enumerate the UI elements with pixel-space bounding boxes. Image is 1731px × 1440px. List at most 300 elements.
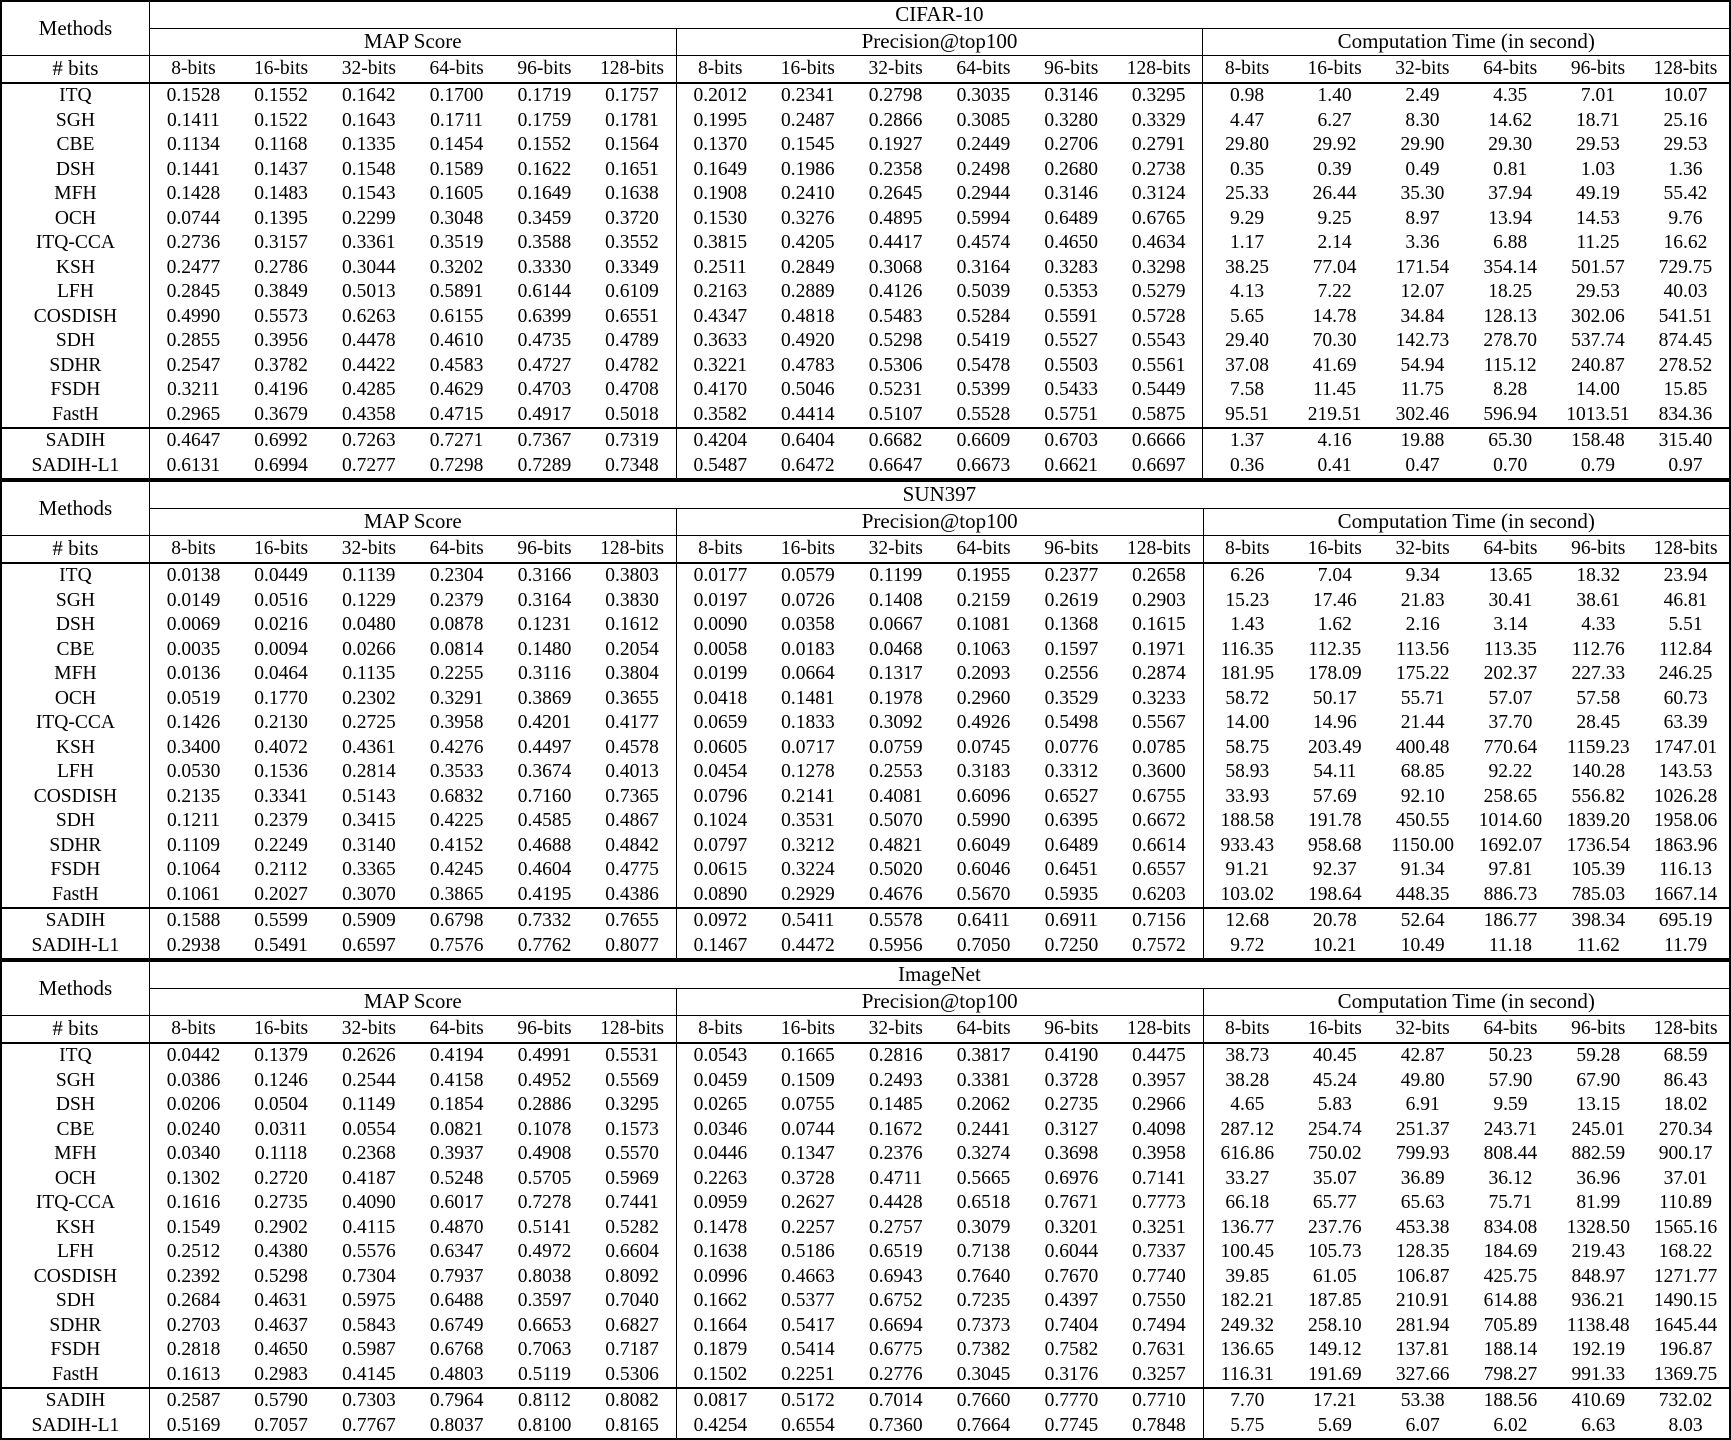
map-value-cell: 0.1109 xyxy=(149,834,237,859)
precision-value-cell: 0.7582 xyxy=(1044,1339,1099,1360)
table-row xyxy=(1,109,1730,134)
precision-value-cell: 0.5399 xyxy=(956,379,1011,400)
map-value-cell: 0.4245 xyxy=(429,859,484,880)
time-value-cell: 116.13 xyxy=(1659,859,1713,880)
map-value-cell: 0.0386 xyxy=(149,1069,237,1094)
bits-column-header: 8-bits xyxy=(149,1016,237,1044)
time-value-cell: 12.68 xyxy=(1203,908,1291,934)
time-value-cell: 0.81 xyxy=(1493,158,1528,180)
time-value-cell: 410.69 xyxy=(1554,1388,1642,1414)
map-value-cell: 0.2818 xyxy=(149,1338,237,1363)
precision-value-cell: 0.0755 xyxy=(781,1094,835,1115)
precision-value-cell: 0.6527 xyxy=(1044,785,1099,807)
map-value-cell: 0.1854 xyxy=(429,1094,484,1115)
precision-value-cell: 0.0090 xyxy=(676,613,764,638)
table-row xyxy=(1,454,1730,480)
bits-column-header: 96-bits xyxy=(501,56,589,84)
table-row xyxy=(1,563,1730,589)
precision-value-cell: 0.3529 xyxy=(1044,687,1099,709)
precision-value-cell: 0.5417 xyxy=(781,1314,835,1336)
map-value-cell: 0.8112 xyxy=(501,1388,589,1414)
bits-column-header: 16-bits xyxy=(237,56,325,84)
map-value-cell: 0.1078 xyxy=(517,1118,572,1140)
map-value-cell: 0.3674 xyxy=(517,761,572,782)
precision-value-cell: 0.1317 xyxy=(868,663,923,684)
bits-column-header: 96-bits xyxy=(1554,1016,1642,1044)
map-value-cell: 0.1211 xyxy=(149,809,237,834)
method-name-cell: SADIH xyxy=(1,908,149,934)
map-value-cell: 0.4775 xyxy=(605,859,659,880)
bits-column-header: 96-bits xyxy=(501,1016,589,1044)
precision-value-cell: 0.6203 xyxy=(1132,883,1186,905)
precision-value-cell: 0.6673 xyxy=(956,454,1011,476)
precision-value-cell: 0.2735 xyxy=(1044,1094,1099,1115)
map-value-cell: 0.1605 xyxy=(429,183,484,204)
map-value-cell: 0.3533 xyxy=(429,761,484,782)
table-row xyxy=(1,1388,1730,1414)
precision-value-cell: 0.2159 xyxy=(956,589,1011,611)
precision-value-cell: 0.6752 xyxy=(868,1290,923,1311)
time-value-cell: 227.33 xyxy=(1571,663,1626,684)
time-value-cell: 29.90 xyxy=(1400,134,1445,155)
method-name-cell: SGH xyxy=(1,109,149,134)
map-value-cell: 0.1643 xyxy=(342,109,396,131)
table-row xyxy=(1,207,1730,232)
precision-value-cell: 0.6697 xyxy=(1131,454,1186,476)
time-value-cell: 11.25 xyxy=(1576,232,1620,253)
precision-value-cell: 0.7671 xyxy=(1044,1192,1099,1213)
bits-column-header: 32-bits xyxy=(1379,536,1467,564)
map-value-cell: 0.1428 xyxy=(149,182,237,207)
bits-column-header: 8-bits xyxy=(676,1016,764,1044)
table-row xyxy=(1,1414,1730,1440)
precision-value-cell: 0.4895 xyxy=(868,207,923,229)
precision-value-cell: 0.3283 xyxy=(1044,256,1098,278)
map-value-cell: 0.1149 xyxy=(342,1094,396,1115)
method-name-cell: SDH xyxy=(1,329,149,354)
method-name-cell: DSH xyxy=(1,1093,149,1118)
precision-value-cell: 0.7494 xyxy=(1132,1314,1186,1336)
precision-value-cell: 0.4414 xyxy=(780,403,835,425)
precision-value-cell: 0.5670 xyxy=(956,883,1011,905)
time-value-cell: 1.62 xyxy=(1317,614,1352,635)
precision-value-cell: 0.6621 xyxy=(1044,454,1098,476)
precision-value-cell: 0.1467 xyxy=(676,934,764,960)
map-value-cell: 0.6488 xyxy=(429,1290,484,1311)
precision-value-cell: 0.0972 xyxy=(676,908,764,934)
precision-value-cell: 0.1024 xyxy=(676,809,764,834)
precision-value-cell: 0.0454 xyxy=(676,760,764,785)
method-name-cell: MFH xyxy=(1,182,149,207)
precision-value-cell: 0.7660 xyxy=(940,1388,1028,1414)
time-value-cell: 202.37 xyxy=(1483,663,1538,684)
map-value-cell: 0.4703 xyxy=(517,379,572,400)
time-value-cell: 958.68 xyxy=(1308,834,1362,856)
dataset-title: ImageNet xyxy=(149,961,1730,989)
time-value-cell: 91.34 xyxy=(1400,859,1445,880)
precision-value-cell: 0.1638 xyxy=(676,1240,764,1265)
time-value-cell: 7.58 xyxy=(1203,378,1291,403)
map-value-cell: 0.1168 xyxy=(254,134,308,155)
precision-value-cell: 0.4650 xyxy=(1044,232,1098,253)
map-value-cell: 0.3803 xyxy=(588,563,676,589)
precision-value-cell: 0.6046 xyxy=(956,859,1011,880)
map-value-cell: 0.3597 xyxy=(517,1290,572,1311)
map-value-cell: 0.4145 xyxy=(342,1363,396,1385)
map-value-cell: 0.1441 xyxy=(149,158,237,183)
bits-column-header: 16-bits xyxy=(764,56,852,84)
bits-column-header: 8-bits xyxy=(1203,536,1291,564)
map-value-cell: 0.3070 xyxy=(342,883,396,905)
map-value-cell: 0.0035 xyxy=(149,638,237,663)
map-value-cell: 0.2703 xyxy=(149,1314,237,1339)
map-value-cell: 0.4158 xyxy=(429,1069,484,1091)
table-row xyxy=(1,280,1730,305)
precision-value-cell: 0.3274 xyxy=(956,1143,1011,1164)
precision-value-cell: 0.5046 xyxy=(780,379,835,400)
precision-value-cell: 0.6557 xyxy=(1132,859,1186,880)
method-name-cell: ITQ xyxy=(1,1043,149,1069)
map-value-cell: 0.1588 xyxy=(149,908,237,934)
precision-value-cell: 0.0664 xyxy=(781,663,835,684)
precision-value-cell: 0.3146 xyxy=(1044,183,1098,204)
map-value-cell: 0.3958 xyxy=(429,712,484,733)
time-value-cell: 92.37 xyxy=(1312,859,1357,880)
precision-value-cell: 0.7141 xyxy=(1132,1167,1186,1189)
metric-header-time: Computation Time (in second) xyxy=(1203,29,1730,56)
precision-value-cell: 0.2738 xyxy=(1131,158,1186,180)
bits-column-header: 64-bits xyxy=(413,56,501,84)
time-value-cell: 1490.15 xyxy=(1653,1290,1718,1311)
table-row xyxy=(1,760,1730,785)
time-value-cell: 92.10 xyxy=(1400,785,1445,807)
map-value-cell: 0.3044 xyxy=(342,256,396,278)
time-value-cell: 0.39 xyxy=(1317,158,1352,180)
map-value-cell: 0.7303 xyxy=(325,1388,413,1414)
time-value-cell: 49.19 xyxy=(1576,183,1620,204)
map-value-cell: 0.3400 xyxy=(149,736,237,761)
precision-value-cell: 0.3183 xyxy=(956,761,1011,782)
map-value-cell: 0.4201 xyxy=(517,712,572,733)
map-value-cell: 0.3365 xyxy=(342,859,396,880)
precision-value-cell: 0.3329 xyxy=(1131,109,1186,131)
precision-value-cell: 0.0785 xyxy=(1132,736,1186,758)
map-value-cell: 0.4194 xyxy=(413,1043,501,1069)
time-value-cell: 116.31 xyxy=(1203,1363,1291,1389)
method-name-cell: CBE xyxy=(1,133,149,158)
precision-value-cell: 0.7740 xyxy=(1132,1265,1186,1287)
precision-value-cell: 0.4254 xyxy=(676,1414,764,1440)
precision-value-cell: 0.6765 xyxy=(1131,207,1186,229)
time-value-cell: 103.02 xyxy=(1203,883,1291,909)
map-value-cell: 0.3849 xyxy=(254,281,308,302)
map-value-cell: 0.8100 xyxy=(517,1414,572,1436)
time-value-cell: 97.81 xyxy=(1488,859,1533,880)
time-value-cell: 400.48 xyxy=(1395,736,1450,758)
map-value-cell: 0.1411 xyxy=(149,109,237,134)
time-value-cell: 750.02 xyxy=(1308,1143,1362,1164)
map-value-cell: 0.4478 xyxy=(342,330,396,351)
time-value-cell: 210.91 xyxy=(1395,1290,1450,1311)
map-value-cell: 0.3552 xyxy=(605,232,659,253)
map-value-cell: 0.3869 xyxy=(517,687,572,709)
time-value-cell: 33.27 xyxy=(1203,1167,1291,1192)
map-value-cell: 0.8037 xyxy=(429,1414,484,1436)
bits-column-header: 16-bits xyxy=(1291,1016,1379,1044)
precision-value-cell: 0.5528 xyxy=(956,403,1011,425)
methods-header: Methods xyxy=(1,1,149,56)
method-name-cell: LFH xyxy=(1,760,149,785)
time-value-cell: 270.34 xyxy=(1658,1118,1713,1140)
method-name-cell: SGH xyxy=(1,589,149,614)
time-value-cell: 1863.96 xyxy=(1653,834,1718,856)
precision-value-cell: 0.5935 xyxy=(1044,883,1099,905)
precision-value-cell: 0.3257 xyxy=(1132,1363,1186,1385)
map-value-cell: 0.0504 xyxy=(254,1094,308,1115)
time-value-cell: 933.43 xyxy=(1203,834,1291,859)
time-value-cell: 14.53 xyxy=(1576,207,1620,229)
map-value-cell: 0.2855 xyxy=(149,329,237,354)
time-value-cell: 14.78 xyxy=(1312,305,1357,327)
map-value-cell: 0.1548 xyxy=(342,158,396,180)
precision-value-cell: 0.6472 xyxy=(780,454,835,476)
time-value-cell: 188.14 xyxy=(1483,1339,1538,1360)
map-value-cell: 0.5306 xyxy=(605,1363,659,1385)
time-value-cell: 38.28 xyxy=(1203,1069,1291,1094)
time-value-cell: 6.07 xyxy=(1405,1414,1440,1436)
precision-value-cell: 0.1672 xyxy=(868,1118,923,1140)
bits-column-header: 96-bits xyxy=(1554,536,1642,564)
precision-value-cell: 0.1908 xyxy=(676,182,764,207)
bits-column-header: 128-bits xyxy=(1642,536,1730,564)
bits-column-header: 32-bits xyxy=(852,536,940,564)
precision-value-cell: 0.0579 xyxy=(764,563,852,589)
map-value-cell: 0.0340 xyxy=(149,1142,237,1167)
precision-value-cell: 0.4920 xyxy=(780,330,835,351)
time-value-cell: 11.62 xyxy=(1576,934,1620,956)
table-row xyxy=(1,883,1730,909)
map-value-cell: 0.3295 xyxy=(605,1094,659,1115)
map-value-cell: 0.6347 xyxy=(429,1241,484,1262)
time-value-cell: 192.19 xyxy=(1571,1339,1626,1360)
precision-value-cell: 0.0199 xyxy=(676,662,764,687)
time-value-cell: 10.49 xyxy=(1400,934,1445,956)
map-value-cell: 0.5987 xyxy=(342,1339,396,1360)
time-value-cell: 57.69 xyxy=(1312,785,1357,807)
map-value-cell: 0.5790 xyxy=(237,1388,325,1414)
precision-value-cell: 0.0446 xyxy=(676,1142,764,1167)
map-value-cell: 0.5248 xyxy=(429,1167,484,1189)
time-value-cell: 37.01 xyxy=(1663,1167,1708,1189)
map-value-cell: 0.4715 xyxy=(429,403,484,425)
table-row xyxy=(1,934,1730,960)
map-value-cell: 0.4072 xyxy=(254,736,308,758)
time-value-cell: 11.45 xyxy=(1313,379,1357,400)
precision-value-cell: 0.6976 xyxy=(1044,1167,1099,1189)
precision-value-cell: 0.0346 xyxy=(676,1118,764,1143)
dataset-title: SUN397 xyxy=(149,481,1730,509)
precision-value-cell: 0.1509 xyxy=(781,1069,835,1091)
time-value-cell: 9.34 xyxy=(1379,563,1467,589)
precision-value-cell: 0.0459 xyxy=(676,1069,764,1094)
map-value-cell: 0.0442 xyxy=(149,1043,237,1069)
time-value-cell: 198.64 xyxy=(1308,883,1362,905)
map-value-cell: 0.5969 xyxy=(605,1167,659,1189)
map-value-cell: 0.0149 xyxy=(149,589,237,614)
map-value-cell: 0.7332 xyxy=(501,908,589,934)
precision-value-cell: 0.1199 xyxy=(852,563,940,589)
precision-value-cell: 0.6943 xyxy=(868,1265,923,1287)
time-value-cell: 4.35 xyxy=(1466,83,1554,109)
precision-value-cell: 0.3728 xyxy=(1044,1069,1099,1091)
time-value-cell: 54.11 xyxy=(1313,761,1357,782)
method-name-cell: FSDH xyxy=(1,378,149,403)
table-row xyxy=(1,305,1730,330)
method-name-cell: COSDISH xyxy=(1,785,149,810)
time-value-cell: 171.54 xyxy=(1395,256,1450,278)
method-name-cell: SDH xyxy=(1,809,149,834)
bits-column-header: 32-bits xyxy=(325,536,413,564)
map-value-cell: 0.0311 xyxy=(254,1118,308,1140)
precision-value-cell: 0.6489 xyxy=(1044,207,1098,229)
map-value-cell: 0.7298 xyxy=(429,454,484,476)
map-value-cell: 0.3330 xyxy=(517,256,572,278)
time-value-cell: 37.94 xyxy=(1488,183,1533,204)
metric-header-precision: Precision@top100 xyxy=(676,29,1203,56)
precision-value-cell: 0.4574 xyxy=(956,232,1011,253)
methods-header: Methods xyxy=(1,961,149,1016)
time-value-cell: 7.04 xyxy=(1291,563,1379,589)
map-value-cell: 0.1528 xyxy=(149,83,237,109)
metric-header-map: MAP Score xyxy=(149,989,676,1016)
time-value-cell: 0.49 xyxy=(1405,158,1440,180)
precision-value-cell: 0.7710 xyxy=(1115,1388,1203,1414)
map-value-cell: 0.4578 xyxy=(605,736,659,758)
precision-value-cell: 0.5875 xyxy=(1131,403,1186,425)
precision-value-cell: 0.3146 xyxy=(1027,83,1115,109)
time-value-cell: 616.86 xyxy=(1203,1142,1291,1167)
precision-value-cell: 0.5503 xyxy=(1044,354,1098,376)
method-name-cell: SADIH xyxy=(1,1388,149,1414)
bits-column-header: 8-bits xyxy=(1203,1016,1291,1044)
precision-value-cell: 0.3531 xyxy=(781,810,835,831)
time-value-cell: 21.83 xyxy=(1400,589,1445,611)
map-value-cell: 0.3048 xyxy=(429,207,484,229)
time-value-cell: 9.76 xyxy=(1668,207,1703,229)
precision-value-cell: 0.0817 xyxy=(676,1388,764,1414)
bits-column-header: 64-bits xyxy=(413,536,501,564)
map-value-cell: 0.5018 xyxy=(605,403,659,425)
time-value-cell: 188.58 xyxy=(1203,809,1291,834)
time-value-cell: 25.33 xyxy=(1203,182,1291,207)
map-value-cell: 0.2379 xyxy=(254,810,308,831)
map-value-cell: 0.4647 xyxy=(149,428,237,454)
dataset-table-cifar-10 xyxy=(0,0,1731,480)
method-name-cell: KSH xyxy=(1,256,149,281)
map-value-cell: 0.2587 xyxy=(149,1388,237,1414)
time-value-cell: 7.01 xyxy=(1554,83,1642,109)
map-value-cell: 0.0138 xyxy=(149,563,237,589)
time-value-cell: 5.83 xyxy=(1317,1094,1352,1115)
map-value-cell: 0.3459 xyxy=(517,207,572,229)
precision-value-cell: 0.3201 xyxy=(1044,1216,1099,1238)
map-value-cell: 0.2112 xyxy=(254,859,308,880)
time-value-cell: 0.47 xyxy=(1405,454,1440,476)
precision-value-cell: 0.0543 xyxy=(676,1043,764,1069)
map-value-cell: 0.2626 xyxy=(325,1043,413,1069)
time-value-cell: 92.22 xyxy=(1488,761,1533,782)
time-value-cell: 1.43 xyxy=(1203,613,1291,638)
map-value-cell: 0.4604 xyxy=(517,859,572,880)
time-value-cell: 732.02 xyxy=(1642,1388,1730,1414)
map-value-cell: 0.0094 xyxy=(254,638,308,660)
precision-value-cell: 0.1995 xyxy=(676,109,764,134)
time-value-cell: 3.36 xyxy=(1405,232,1440,253)
precision-value-cell: 0.3233 xyxy=(1132,687,1186,709)
time-value-cell: 5.65 xyxy=(1203,305,1291,330)
precision-value-cell: 0.5665 xyxy=(956,1167,1011,1189)
time-value-cell: 63.39 xyxy=(1663,712,1708,733)
time-value-cell: 158.48 xyxy=(1554,428,1642,454)
time-value-cell: 13.15 xyxy=(1576,1094,1621,1115)
map-value-cell: 0.2392 xyxy=(149,1265,237,1290)
map-value-cell: 0.4187 xyxy=(342,1167,396,1189)
map-value-cell: 0.4727 xyxy=(517,354,572,376)
map-value-cell: 0.8092 xyxy=(605,1265,659,1287)
time-value-cell: 6.91 xyxy=(1405,1094,1440,1115)
map-value-cell: 0.7576 xyxy=(429,934,484,956)
precision-value-cell: 0.1978 xyxy=(868,687,923,709)
map-value-cell: 0.2725 xyxy=(342,712,396,733)
time-value-cell: 254.74 xyxy=(1308,1118,1362,1140)
precision-value-cell: 0.5039 xyxy=(956,281,1011,302)
metric-header-map: MAP Score xyxy=(149,509,676,536)
map-value-cell: 0.2735 xyxy=(254,1192,308,1213)
time-value-cell: 1565.16 xyxy=(1653,1216,1718,1238)
map-value-cell: 0.1549 xyxy=(149,1216,237,1241)
map-value-cell: 0.2130 xyxy=(254,712,308,733)
time-value-cell: 75.71 xyxy=(1488,1192,1533,1213)
map-value-cell: 0.0069 xyxy=(149,613,237,638)
precision-value-cell: 0.1368 xyxy=(1044,614,1099,635)
map-value-cell: 0.7277 xyxy=(342,454,396,476)
time-value-cell: 4.65 xyxy=(1203,1093,1291,1118)
table-row xyxy=(1,858,1730,883)
time-value-cell: 448.35 xyxy=(1395,883,1450,905)
time-value-cell: 1159.23 xyxy=(1566,736,1630,758)
map-value-cell: 0.2902 xyxy=(254,1216,308,1238)
map-value-cell: 0.6994 xyxy=(254,454,308,476)
map-value-cell: 0.7365 xyxy=(605,785,659,807)
map-value-cell: 0.7263 xyxy=(325,428,413,454)
precision-value-cell: 0.3381 xyxy=(956,1069,1011,1091)
bits-column-header: 32-bits xyxy=(852,1016,940,1044)
precision-value-cell: 0.1347 xyxy=(781,1143,835,1164)
method-name-cell: OCH xyxy=(1,207,149,232)
precision-value-cell: 0.1278 xyxy=(781,761,835,782)
map-value-cell: 0.5891 xyxy=(429,281,484,302)
table-row xyxy=(1,589,1730,614)
time-value-cell: 182.21 xyxy=(1203,1289,1291,1314)
table-row xyxy=(1,1338,1730,1363)
time-value-cell: 537.74 xyxy=(1571,330,1625,351)
table-row xyxy=(1,908,1730,934)
map-value-cell: 0.4285 xyxy=(342,379,396,400)
time-value-cell: 29.53 xyxy=(1576,281,1620,302)
time-value-cell: 13.94 xyxy=(1488,207,1533,229)
time-value-cell: 278.52 xyxy=(1658,354,1713,376)
precision-value-cell: 0.7050 xyxy=(956,934,1011,956)
